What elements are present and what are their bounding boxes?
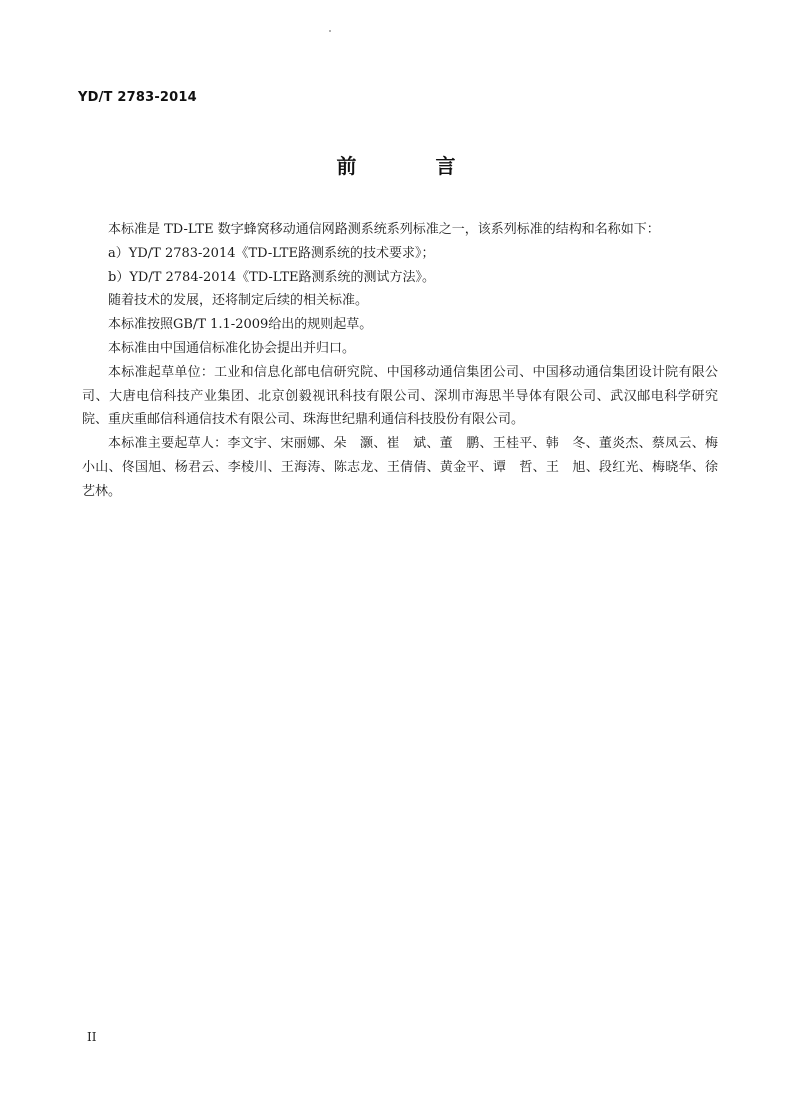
paragraph-rules: 本标准按照GB/T 1.1-2009给出的规则起草。 bbox=[108, 317, 373, 333]
page-title: 前 言 bbox=[336, 154, 492, 178]
paragraph-future: 随着技术的发展，还将制定后续的相关标准。 bbox=[108, 293, 369, 309]
paragraph-intro: 本标准是 TD-LTE 数字蜂窝移动通信网路测系统系列标准之一，该系列标准的结构和名称如下： bbox=[108, 222, 660, 237]
foreword-body bbox=[82, 218, 718, 504]
standard-code: YD/T 2783-2014 bbox=[78, 90, 197, 105]
scan-speck bbox=[329, 30, 331, 32]
list-item-a: a）YD/T 2783-2014《TD-LTE路测系统的技术要求》； bbox=[108, 245, 435, 261]
paragraph-drafters: 本标准主要起草人：李文宇、宋丽娜、朵 灏、崔 斌、董 鹏、王桂平、韩 冬、董炎杰、蔡凤云、梅小山、佟国旭、杨君云、李棱川、王海涛、陈志龙、王倩倩、黄金平、谭 哲、王 旭、段红光、梅晓华、徐艺林。 bbox=[82, 436, 718, 499]
paragraph-drafting-units: 本标准起草单位：工业和信息化部电信研究院、中国移动通信集团公司、中国移动通信集团设计院有限公司、大唐电信科技产业集团、北京创毅视讯科技有限公司、深圳市海思半导体有限公司、武汉邮电科学研究院、重庆重邮信科通信技术有限公司、珠海世纪鼎利通信科技股份有限公司。 bbox=[82, 364, 718, 428]
paragraph-proposer: 本标准由中国通信标准化协会提出并归口。 bbox=[108, 340, 356, 356]
list-item-b: b）YD/T 2784-2014《TD-LTE路测系统的测试方法》。 bbox=[108, 269, 436, 285]
page-number: II bbox=[87, 1030, 97, 1044]
